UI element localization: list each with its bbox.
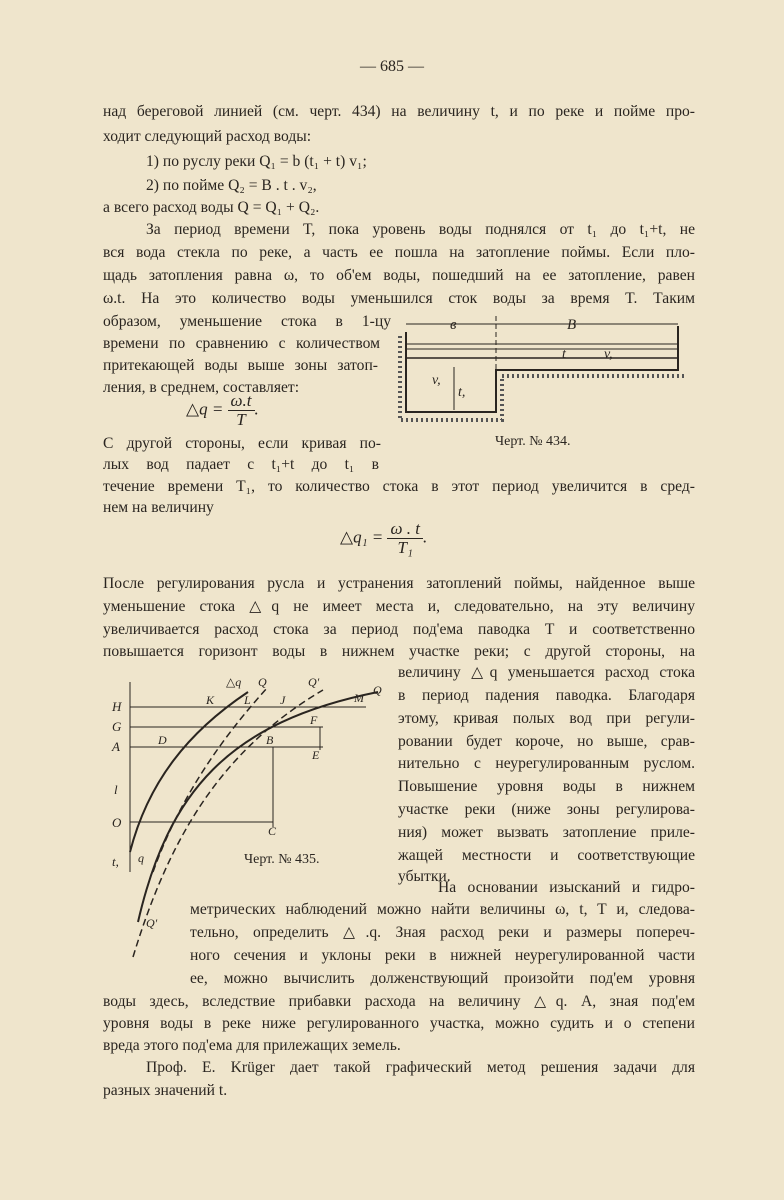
denominator: T₁ [397,538,413,557]
figure-435-caption: Черт. № 435. [244,852,320,867]
label-q: q [138,851,144,865]
label-F: F [310,713,318,727]
channel-outline [406,326,678,412]
figure-434-cross-section [392,312,692,424]
text-line: вся вода стекла по реке, а часть ее пошла на затопление поймы. Если пло- [103,244,695,261]
text-line: ния) может вызвать затопление приле- [398,824,695,841]
numerator: ω.t [228,392,255,411]
text-line: лых вод падает с t₁+t до t₁ в [103,456,379,473]
label-Q-end: Q [373,683,382,697]
label-M: M [354,691,364,705]
formula-line: 2) по пойме Q₂ = B . t . v₂, [146,177,317,194]
label-J: J [280,693,286,707]
label-dq: △q [226,675,242,689]
text-line: нем на величину [103,499,214,516]
label-Q-top: Q [258,675,267,689]
curve-Q-dashed [153,687,268,872]
text-line: ходит следующий расход воды: [103,128,312,145]
text-line: величину △q уменьшается расход стока [398,664,695,681]
figure-434-caption: Черт. № 434. [495,434,571,449]
label-A: A [112,739,120,754]
formula-delta-q1 [340,520,427,557]
formula-line: а всего расход воды Q = Q₁ + Q₂. [103,199,320,216]
page-number: — 685 — [360,58,424,75]
formula-line: 1) по руслу реки Q₁ = b (t₁ + t) v₁; [146,153,367,170]
formula-lhs: △q = [186,399,224,419]
text-line: времени по сравнению с количеством [103,335,380,352]
curve-Q-prime-dashed [133,690,323,957]
label-K: K [206,693,215,707]
text-line: ного сечения и уклоны реки в нижней неурегулированной части [190,947,695,964]
text-line: притекающей воды выше зоны затоп- [103,357,378,374]
text-line: За период времени T, пока уровень воды поднялся от t₁ до t₁+t, не [146,221,695,238]
numerator: ω . t [387,520,422,539]
label-D: D [158,733,167,747]
text-line: увеличивается расход стока за период под'ема паводка T и соответственно [103,621,695,638]
text-line: образом, уменьшение стока в 1-цу [103,313,391,330]
label-t1: t, [112,854,119,869]
figure-435-graph [108,672,390,962]
label-C: C [268,824,277,838]
text-line: участке реки (ниже зоны регулирова- [398,801,695,818]
text-line: ω.t. На это количество воды уменьшился сток воды за время T. Таким [103,290,695,307]
text-line: жащей местности и соответствующие [398,847,695,864]
label-v1: v, [432,373,441,388]
text-line: С другой стороны, если кривая по- [103,435,381,452]
text-line: Проф. E. Krüger дает такой графический метод решения задачи для [146,1059,695,1076]
text-line: тельно, определить △.q. Зная расход реки и размеры попереч- [190,924,695,941]
text-line: вреда этого под'ема для прилежащих земель. [103,1037,401,1054]
text-line: разных значений t. [103,1082,228,1099]
formula-tail: . [254,399,259,419]
label-E: E [312,748,320,762]
text-line: течение времени T₁, то количество стока в этот период увеличится в сред- [103,478,695,495]
label-v: v, [604,347,613,362]
text-line: в период падения паводка. Благодаря [398,687,695,704]
fraction [387,520,422,557]
text-line: ления, в среднем, составляет: [103,379,300,396]
text-line: нительно с неурегулированным руслом. [398,755,695,772]
text-line: После регулирования русла и устранения затоплений поймы, найденное выше [103,575,695,592]
label-O: O [112,815,122,830]
text-line: убытки. [398,868,451,885]
label-t1: t, [458,385,466,400]
curve-delta-q [130,692,248,852]
text-line: уменьшение стока △q не имеет места и, следовательно, на эту величину [103,598,695,615]
formula-tail: . [422,527,428,547]
text-line: На основании изысканий и гидро- [438,879,695,896]
formula-lhs: △q₁ = [340,527,384,547]
label-l: l [114,782,118,797]
text-line: Повышение уровня воды в нижнем [398,778,695,795]
text-line: этому, кривая полых вод при регули- [398,710,695,727]
label-L: L [244,693,251,707]
text-line: воды здесь, вследствие прибавки расхода на величину △q. А, зная под'ем [103,993,695,1010]
label-b: в [450,317,457,333]
label-Q-prime-bottom: Q' [146,916,158,930]
label-t: t [562,347,566,362]
text-line: ровании будет короче, но выше, срав- [398,733,695,750]
text-line: ее, можно вычислить долженствующий произойти под'ем уровня [190,970,695,987]
text-line: повышается горизонт воды в нижнем участке реки; с другой стороны, на [103,643,695,660]
label-Q-prime-top: Q' [308,675,320,689]
label-B: B [567,317,577,333]
text-line: метрических наблюдений можно найти величины ω, t, T и, следова- [190,901,695,918]
label-H: H [112,699,122,714]
formula-delta-q [186,392,259,429]
label-G: G [112,719,122,734]
denominator: T [236,410,246,429]
text-line: щадь затопления равна ω, то об'ем воды, пошедший на ее затопление, равен [103,267,695,284]
text-line: над береговой линией (см. черт. 434) на величину t, и по реке и пойме про- [103,103,695,120]
text-line: уровня воды в реке ниже регулированного участка, можно судить и о степени [103,1015,695,1032]
label-B: B [266,733,274,747]
fraction [228,392,255,429]
